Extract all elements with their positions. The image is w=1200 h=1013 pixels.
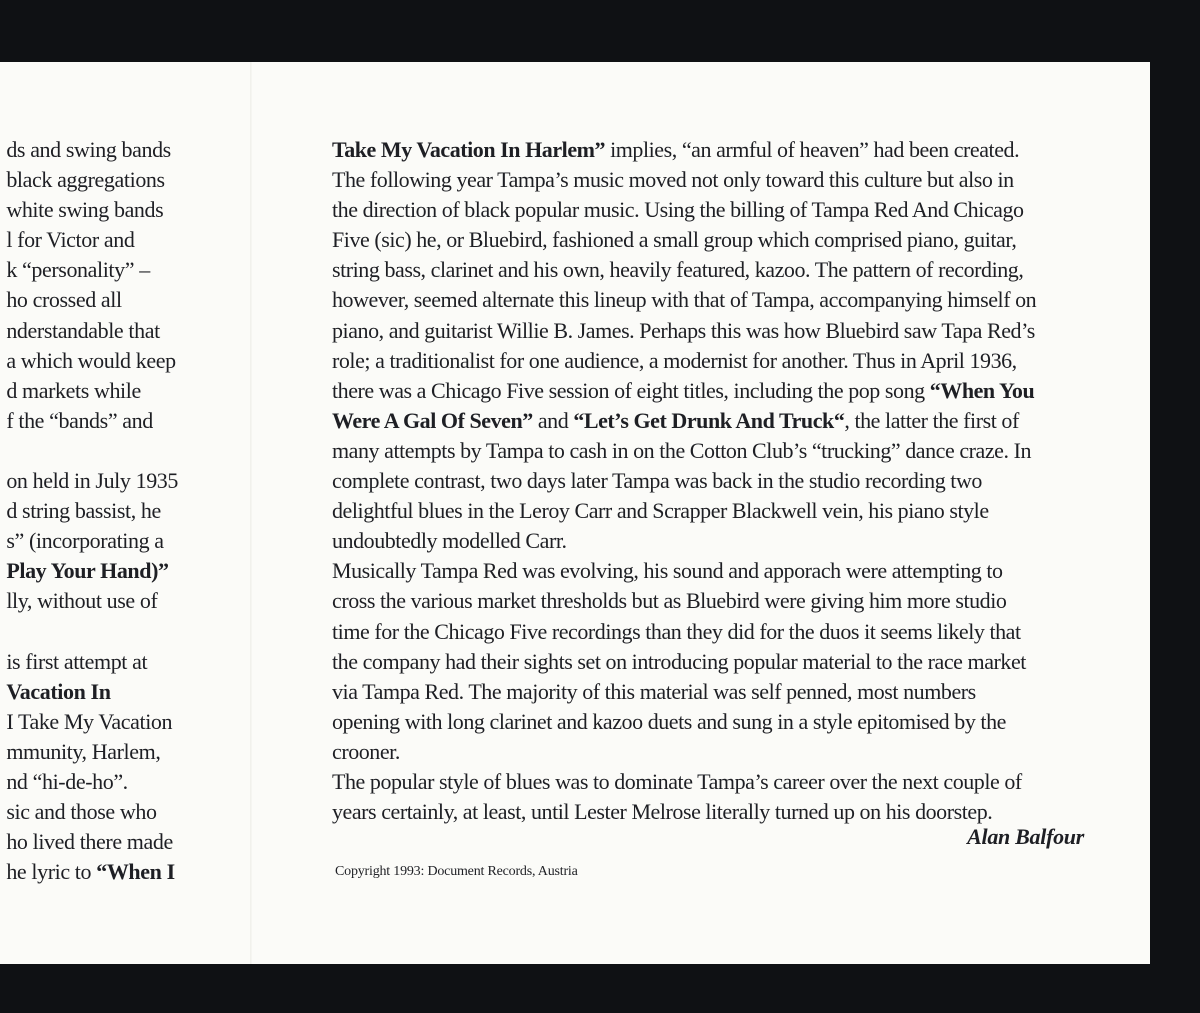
text-line	[332, 556, 1092, 586]
body-text: The following year Tampa’s music moved not only toward this culture but also in	[332, 167, 1014, 193]
left-page-text	[6, 135, 178, 887]
author-signature: Alan Balfour	[967, 824, 1084, 849]
body-text: piano, and guitarist Willie B. James. Perhaps this was how Bluebird saw Tapa Red’s	[332, 317, 1035, 343]
text-line	[6, 316, 178, 346]
text-line	[332, 376, 1092, 406]
text-line	[332, 677, 1092, 707]
song-title-text: Play Your Hand)”	[6, 558, 169, 584]
text-line	[332, 526, 1092, 556]
body-text: role; a traditionalist for one audience, a modernist for another. Thus in April 1936,	[332, 347, 1017, 373]
body-text: there was a Chicago Five session of eight titles, including the pop song	[332, 377, 930, 403]
text-line	[332, 767, 1092, 797]
body-text: cross the various market thresholds but as Bluebird were giving him more studio	[332, 588, 1007, 614]
body-text: time for the Chicago Five recordings than they did for the duos it seems likely that	[332, 618, 1021, 644]
text-line	[332, 707, 1092, 737]
body-text: k “personality” –	[6, 257, 150, 283]
text-line	[6, 195, 178, 225]
body-text: l for Victor and	[6, 227, 135, 253]
text-line	[6, 707, 178, 737]
body-text: many attempts by Tampa to cash in on the Cotton Club’s “trucking” dance craze. In	[332, 437, 1032, 463]
text-line	[332, 737, 1092, 767]
body-text: opening with long clarinet and kazoo duets and sung in a style epitomised by the	[332, 708, 1006, 734]
song-title-text: Vacation In	[6, 678, 111, 704]
text-line	[332, 617, 1092, 647]
copyright-notice: Copyright 1993: Document Records, Austria	[335, 864, 578, 879]
text-line	[6, 406, 178, 436]
page-fold-divider	[250, 62, 252, 964]
text-line	[332, 285, 1092, 315]
text-line	[6, 225, 178, 255]
text-line	[6, 647, 178, 677]
text-line	[6, 255, 178, 285]
text-line	[6, 797, 178, 827]
left-page-panel	[0, 62, 250, 964]
body-text: complete contrast, two days later Tampa was back in the studio recording two	[332, 468, 982, 494]
body-text: he lyric to	[6, 859, 97, 885]
body-text: mmunity, Harlem,	[6, 738, 161, 764]
text-line	[6, 617, 178, 647]
body-text: implies, “an armful of heaven” had been created.	[605, 137, 1020, 162]
body-text: delightful blues in the Leroy Carr and Scrapper Blackwell vein, his piano style	[332, 498, 989, 524]
body-text: lly, without use of	[6, 588, 158, 614]
body-text: however, seemed alternate this lineup with that of Tampa, accompanying himself on	[332, 287, 1037, 313]
body-text: The popular style of blues was to dominate Tampa’s career over the next couple of	[332, 768, 1022, 794]
booklet-sheet	[0, 62, 1150, 964]
body-text: is first attempt at	[6, 648, 148, 674]
text-line	[332, 647, 1092, 677]
song-title-text: Take My Vacation In Harlem”	[332, 137, 606, 162]
text-line	[6, 586, 178, 616]
text-line	[6, 737, 178, 767]
text-line	[6, 767, 178, 797]
song-title-text: “Let’s Get Drunk And Truck“	[573, 407, 845, 433]
text-line	[6, 556, 178, 586]
body-text: nderstandable that	[6, 317, 160, 343]
text-line	[6, 466, 178, 496]
text-line	[332, 255, 1092, 285]
text-line	[332, 165, 1092, 195]
text-line	[332, 496, 1092, 526]
text-line	[332, 586, 1092, 616]
body-text: years certainly, at least, until Lester Melrose literally turned up on his doorstep.	[332, 799, 993, 825]
song-title-text: “When I	[96, 859, 175, 885]
body-text: , the latter the first of	[844, 407, 1019, 433]
body-text: s” (incorporating a	[6, 528, 164, 554]
text-line	[332, 436, 1092, 466]
text-line	[6, 346, 178, 376]
body-text: crooner.	[332, 738, 400, 764]
body-text: black aggregations	[6, 167, 165, 193]
body-text: a which would keep	[6, 347, 176, 373]
text-line	[332, 406, 1092, 436]
body-text: on held in July 1935	[6, 468, 178, 494]
body-text: ho crossed all	[6, 287, 122, 313]
body-text: white swing bands	[6, 197, 164, 223]
song-title-text: Were A Gal Of Seven”	[332, 407, 533, 433]
text-line	[332, 316, 1092, 346]
body-text: the direction of black popular music. Using the billing of Tampa Red And Chicago	[332, 197, 1024, 223]
body-text: Five (sic) he, or Bluebird, fashioned a small group which comprised piano, guitar,	[332, 227, 1017, 253]
text-line	[6, 436, 178, 466]
body-text: undoubtedly modelled Carr.	[332, 528, 567, 554]
text-line	[6, 285, 178, 315]
body-text: d string bassist, he	[6, 498, 161, 524]
body-text: string bass, clarinet and his own, heavily featured, kazoo. The pattern of recording,	[332, 257, 1024, 283]
text-line	[332, 346, 1092, 376]
text-line	[332, 135, 1092, 165]
body-text: f the “bands” and	[6, 407, 153, 433]
text-line	[332, 797, 1092, 827]
text-line	[6, 857, 178, 887]
body-text: I Take My Vacation	[6, 708, 173, 734]
body-text: ho lived there made	[6, 829, 173, 855]
body-text: ds and swing bands	[6, 137, 171, 162]
text-line	[6, 496, 178, 526]
text-line	[6, 526, 178, 556]
text-line	[6, 165, 178, 195]
body-text: nd “hi-de-ho”.	[6, 768, 128, 794]
right-page-text	[332, 135, 1092, 827]
body-text: sic and those who	[6, 799, 157, 825]
song-title-text: “When You	[929, 377, 1035, 403]
body-text: d markets while	[6, 377, 141, 403]
text-line	[332, 466, 1092, 496]
text-line	[6, 135, 178, 165]
body-text: and	[532, 407, 574, 433]
text-line	[332, 195, 1092, 225]
text-line	[332, 225, 1092, 255]
text-line	[6, 827, 178, 857]
text-line	[6, 677, 178, 707]
body-text: the company had their sights set on introducing popular material to the race market	[332, 648, 1026, 674]
text-line	[6, 376, 178, 406]
body-text: Musically Tampa Red was evolving, his sound and apporach were attempting to	[332, 558, 1003, 584]
body-text: via Tampa Red. The majority of this material was self penned, most numbers	[332, 678, 976, 704]
